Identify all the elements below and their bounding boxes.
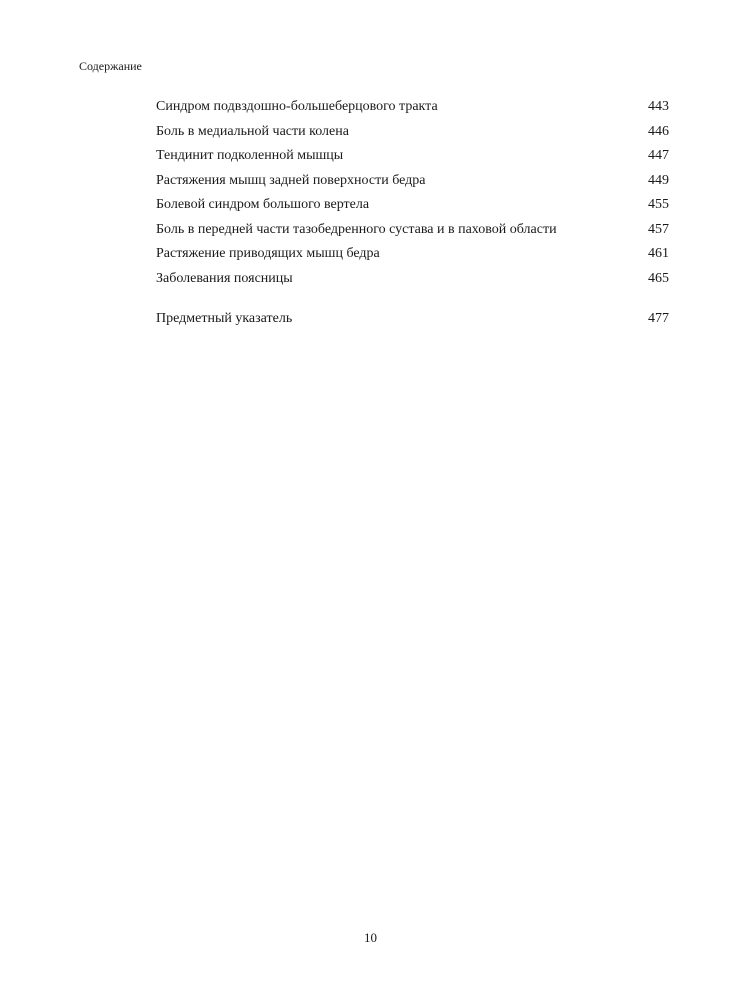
- toc-entry-medial-knee-pain[interactable]: [156, 120, 669, 145]
- toc-entry-title: Синдром подвздошно-большеберцового тракта: [156, 99, 438, 114]
- toc-entry-title: Предметный указатель: [156, 311, 293, 326]
- toc-entry-page: 465: [648, 270, 669, 286]
- toc-entry-title: Растяжение приводящих мышц бедра: [156, 246, 380, 261]
- toc-entry-page: 477: [648, 311, 669, 326]
- toc-entry-page: 449: [648, 172, 669, 188]
- toc-entry-page: 447: [648, 148, 669, 163]
- toc-entry-subject-index[interactable]: [156, 307, 669, 332]
- toc-entry-low-back-disorders[interactable]: [156, 267, 669, 292]
- toc-entry-iliotibial-band-syndrome[interactable]: [156, 95, 669, 120]
- toc-entry-adductor-strain[interactable]: [156, 242, 669, 267]
- toc-entry-popliteus-tendinitis[interactable]: [156, 144, 669, 169]
- toc-entry-title: Растяжения мышц задней поверхности бедра: [156, 172, 426, 188]
- page-number: 10: [364, 930, 377, 945]
- toc-entry-anterior-hip-groin-pain[interactable]: [156, 218, 669, 243]
- toc-entry-title: Болевой синдром большого вертела: [156, 197, 370, 212]
- toc-entry-title: Тендинит подколенной мышцы: [156, 148, 344, 163]
- toc-entry-greater-trochanter-pain[interactable]: [156, 193, 669, 218]
- toc-entry-title: Заболевания поясницы: [156, 270, 293, 286]
- toc-entry-page: 443: [648, 99, 669, 114]
- toc-entry-title: Боль в передней части тазобедренного сустава и в паховой области: [156, 221, 557, 237]
- toc-entry-hamstring-strains[interactable]: [156, 169, 669, 194]
- toc-entry-page: 461: [648, 246, 669, 261]
- table-of-contents: [156, 95, 669, 332]
- toc-entry-title: Боль в медиальной части колена: [156, 123, 349, 139]
- toc-entry-page: 455: [648, 197, 669, 212]
- running-head: Содержание: [79, 59, 142, 73]
- toc-entry-page: 457: [648, 221, 669, 237]
- toc-entry-page: 446: [648, 123, 669, 139]
